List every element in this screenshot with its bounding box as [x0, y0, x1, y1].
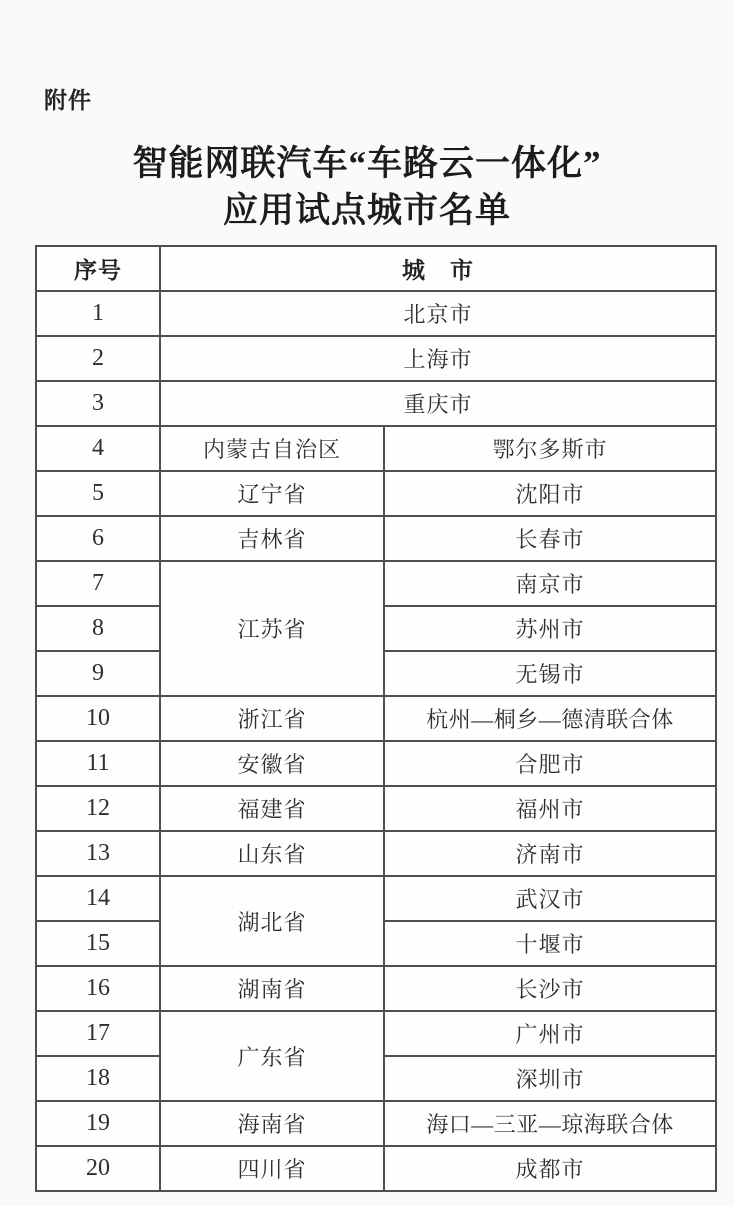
city-cell: 十堰市: [384, 921, 716, 966]
serial-number-cell: 14: [36, 876, 160, 921]
city-cell: 济南市: [384, 831, 716, 876]
city-cell: 重庆市: [160, 381, 716, 426]
city-cell: 沈阳市: [384, 471, 716, 516]
province-cell: 浙江省: [160, 696, 384, 741]
city-cell: 长春市: [384, 516, 716, 561]
title-line-2: 应用试点城市名单: [222, 191, 511, 230]
serial-number-cell: 11: [36, 741, 160, 786]
city-cell: 武汉市: [384, 876, 716, 921]
province-cell: 四川省: [160, 1146, 384, 1191]
attachment-label: 附件: [44, 87, 92, 113]
serial-number-cell: 13: [36, 831, 160, 876]
serial-number-cell: 20: [36, 1146, 160, 1191]
table-row: [36, 291, 716, 336]
serial-number-cell: 19: [36, 1101, 160, 1146]
table-row: [36, 1146, 716, 1191]
serial-number-cell: 5: [36, 471, 160, 516]
serial-number-cell: 18: [36, 1056, 160, 1101]
city-cell: 苏州市: [384, 606, 716, 651]
table-row: [36, 336, 716, 381]
table-row: [36, 561, 716, 606]
city-cell: 合肥市: [384, 741, 716, 786]
header-city: 城 市: [160, 246, 716, 291]
table-row: [36, 966, 716, 1011]
table-row: [36, 831, 716, 876]
table-row: [36, 696, 716, 741]
serial-number-cell: 17: [36, 1011, 160, 1056]
serial-number-cell: 6: [36, 516, 160, 561]
document-title: [0, 140, 734, 234]
province-cell: 辽宁省: [160, 471, 384, 516]
city-cell: 长沙市: [384, 966, 716, 1011]
city-cell: 杭州—桐乡—德清联合体: [384, 696, 716, 741]
serial-number-cell: 7: [36, 561, 160, 606]
city-cell: 南京市: [384, 561, 716, 606]
province-cell: 福建省: [160, 786, 384, 831]
table-row: [36, 426, 716, 471]
city-cell: 海口—三亚—琼海联合体: [384, 1101, 716, 1146]
serial-number-cell: 9: [36, 651, 160, 696]
city-cell: 鄂尔多斯市: [384, 426, 716, 471]
province-cell: 湖南省: [160, 966, 384, 1011]
serial-number-cell: 10: [36, 696, 160, 741]
table-row: [36, 1011, 716, 1056]
city-cell: 福州市: [384, 786, 716, 831]
city-cell: 广州市: [384, 1011, 716, 1056]
table-row: [36, 741, 716, 786]
header-serial-number: 序号: [36, 246, 160, 291]
table-row: [36, 516, 716, 561]
city-cell: 成都市: [384, 1146, 716, 1191]
city-cell: 北京市: [160, 291, 716, 336]
table-header-row: [36, 246, 716, 291]
serial-number-cell: 3: [36, 381, 160, 426]
table-row: [36, 1101, 716, 1146]
city-cell: 无锡市: [384, 651, 716, 696]
title-line-1: 智能网联汽车“车路云一体化”: [132, 144, 602, 183]
province-cell: 山东省: [160, 831, 384, 876]
table-row: [36, 471, 716, 516]
table-row: [36, 876, 716, 921]
serial-number-cell: 16: [36, 966, 160, 1011]
province-cell: 湖北省: [160, 876, 384, 966]
table-row: [36, 381, 716, 426]
province-cell: 安徽省: [160, 741, 384, 786]
province-cell: 广东省: [160, 1011, 384, 1101]
table-body: [36, 291, 716, 1191]
serial-number-cell: 1: [36, 291, 160, 336]
province-cell: 海南省: [160, 1101, 384, 1146]
province-cell: 江苏省: [160, 561, 384, 696]
city-cell: 上海市: [160, 336, 716, 381]
province-cell: 吉林省: [160, 516, 384, 561]
serial-number-cell: 8: [36, 606, 160, 651]
serial-number-cell: 12: [36, 786, 160, 831]
pilot-cities-table: [35, 245, 717, 1192]
city-cell: 深圳市: [384, 1056, 716, 1101]
province-cell: 内蒙古自治区: [160, 426, 384, 471]
table-row: [36, 786, 716, 831]
serial-number-cell: 4: [36, 426, 160, 471]
serial-number-cell: 15: [36, 921, 160, 966]
serial-number-cell: 2: [36, 336, 160, 381]
